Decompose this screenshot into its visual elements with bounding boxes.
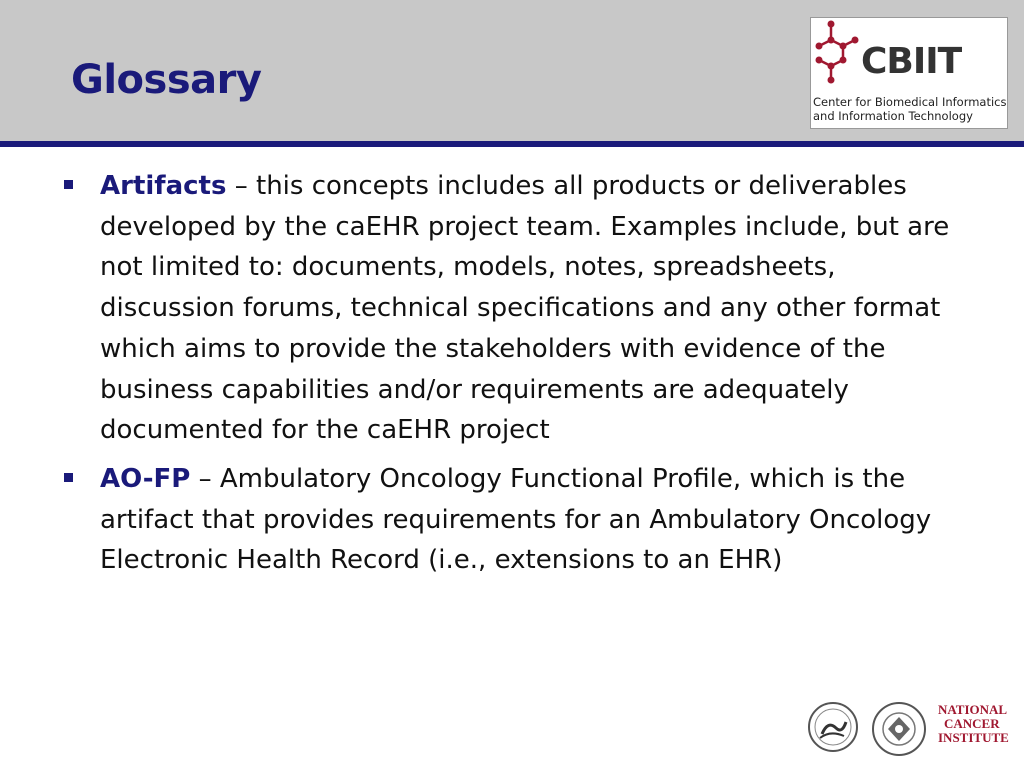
svg-text:CANCER: CANCER xyxy=(944,716,1000,731)
logo-tagline-line1: Center for Biomedical Informatics xyxy=(813,95,1007,109)
glossary-list xyxy=(64,166,964,589)
glossary-item xyxy=(64,166,964,451)
slide-title: Glossary xyxy=(71,57,262,103)
square-bullet-icon xyxy=(64,473,73,482)
glossary-definition: – this concepts includes all products or deliverables developed by the caEHR project team. Examples include, but are not limited to: documents, models, notes, spreadsheets, discussion forums, technical specifications and any other format which aims to provide the stakeholders with evidence of the business capabilities and/or requirements are adequately documented for the caEHR project xyxy=(100,171,950,446)
cbiit-logo xyxy=(810,17,1008,129)
logo-tagline-line2: and Information Technology xyxy=(813,109,973,123)
nci-logo-icon xyxy=(936,700,1010,748)
header-divider xyxy=(0,141,1024,147)
glossary-term: AO-FP xyxy=(100,463,191,494)
square-bullet-icon xyxy=(64,180,73,189)
molecule-icon xyxy=(815,20,861,86)
svg-text:INSTITUTE: INSTITUTE xyxy=(938,730,1009,745)
svg-text:NATIONAL: NATIONAL xyxy=(938,702,1008,717)
glossary-definition: – Ambulatory Oncology Functional Profile, which is the artifact that provides requirements for an Ambulatory Oncology Electronic Health Record (i.e., extensions to an EHR) xyxy=(100,463,932,576)
glossary-item xyxy=(64,459,964,581)
nih-seal-icon xyxy=(870,700,928,758)
hhs-seal-icon xyxy=(806,700,860,754)
logo-tagline xyxy=(813,95,1007,123)
glossary-term: Artifacts xyxy=(100,171,227,201)
logo-name: CBIIT xyxy=(861,41,962,82)
